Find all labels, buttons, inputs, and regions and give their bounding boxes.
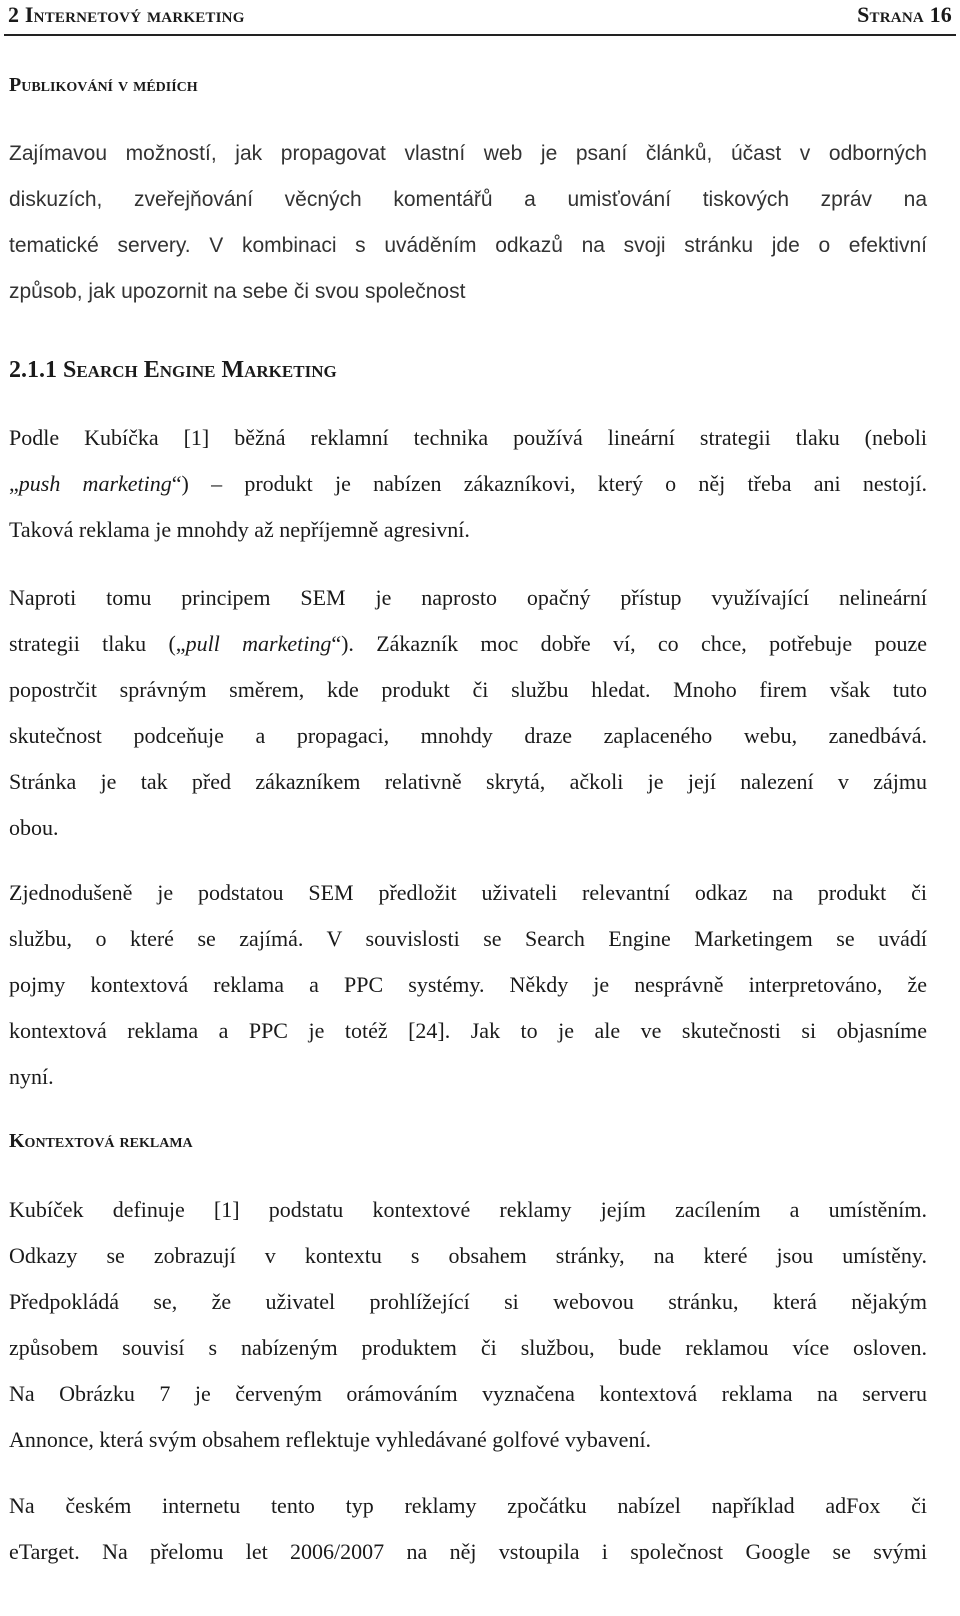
italic-term: pull marketing [185, 631, 332, 656]
section-heading-sem: 2.1.1 Search Engine Marketing [9, 357, 337, 383]
paragraph-sem-3 [9, 870, 927, 1100]
page-number: Strana 16 [857, 2, 952, 27]
text-line: Naproti tomu principem SEM je naprosto opačný přístup využívající nelineární [9, 585, 927, 610]
text-line: kontextová reklama a PPC je totéž [24]. Jak to je ale ve skutečnosti si objasníme [9, 1018, 927, 1043]
text-line: Odkazy se zobrazují v kontextu s obsahem stránky, na které jsou umístěny. [9, 1243, 927, 1268]
text-line: Kubíček definuje [1] podstatu kontextové reklamy jejím zacílením a umístěním. [9, 1197, 927, 1222]
text-line: diskuzích, zveřejňování věcných komentářů a umisťování tiskových zpráv na [9, 188, 927, 211]
text-line: způsob, jak upozornit na sebe či svou společnost [9, 280, 466, 303]
text-line: Annonce, která svým obsahem reflektuje vyhledávané golfové vybavení. [9, 1427, 652, 1452]
text-line: Stránka je tak před zákazníkem relativně skrytá, ačkoli je její nalezení v zájmu [9, 769, 927, 794]
text-line: tematické servery. V kombinaci s uváděním odkazů na svoji stránku jde o efektivní [9, 234, 927, 257]
paragraph-sem-2 [9, 575, 927, 851]
paragraph-publikovani [9, 131, 927, 315]
italic-term: push marketing [18, 471, 172, 496]
text-line: Zajímavou možností, jak propagovat vlastní web je psaní článků, účast v odborných [9, 142, 927, 165]
text-line: způsobem souvisí s nabízeným produktem či službou, bude reklamou více osloven. [9, 1335, 927, 1360]
text-line: Podle Kubíčka [1] běžná reklamní technika používá lineární strategii tlaku (neboli [9, 425, 927, 450]
paragraph-sem-1 [9, 415, 927, 553]
text-line: eTarget. Na přelomu let 2006/2007 na něj vstoupila i společnost Google se svými [9, 1539, 927, 1564]
section-heading-kontextova-reklama: Kontextová reklama [9, 1130, 193, 1152]
text-line: skutečnost podceňuje a propagaci, mnohdy draze zaplaceného webu, zanedbává. [9, 723, 927, 748]
page-header [4, 0, 956, 36]
text-line: Taková reklama je mnohdy až nepříjemně agresivní. [9, 517, 470, 542]
text-line: službu, o které se zajímá. V souvislosti se Search Engine Marketingem se uvádí [9, 926, 927, 951]
text-line: Na českém internetu tento typ reklamy zpočátku nabízel například adFox či [9, 1493, 927, 1518]
text-line: strategii tlaku („pull marketing“). Zákazník moc dobře ví, co chce, potřebuje pouze [9, 631, 928, 656]
text-line: pojmy kontextová reklama a PPC systémy. Někdy je nesprávně interpretováno, že [9, 972, 927, 997]
section-heading-publikovani: Publikování v médiích [9, 74, 198, 96]
text-line: Předpokládá se, že uživatel prohlížející si webovou stránku, která nějakým [9, 1289, 927, 1314]
paragraph-kontext-1 [9, 1187, 927, 1463]
text-line: Zjednodušeně je podstatou SEM předložit uživateli relevantní odkaz na produkt či [9, 880, 927, 905]
text-line: nyní. [9, 1064, 54, 1089]
paragraph-kontext-2 [9, 1483, 927, 1575]
text-line: popostrčit správným směrem, kde produkt či službu hledat. Mnoho firem však tuto [9, 677, 927, 702]
text-line: obou. [9, 815, 59, 840]
text-line: „push marketing“) – produkt je nabízen zákazníkovi, který o něj třeba ani nestojí. [9, 471, 927, 496]
text-line: Na Obrázku 7 je červeným orámováním vyznačena kontextová reklama na serveru [9, 1381, 927, 1406]
chapter-title: 2 Internetový marketing [8, 2, 245, 27]
